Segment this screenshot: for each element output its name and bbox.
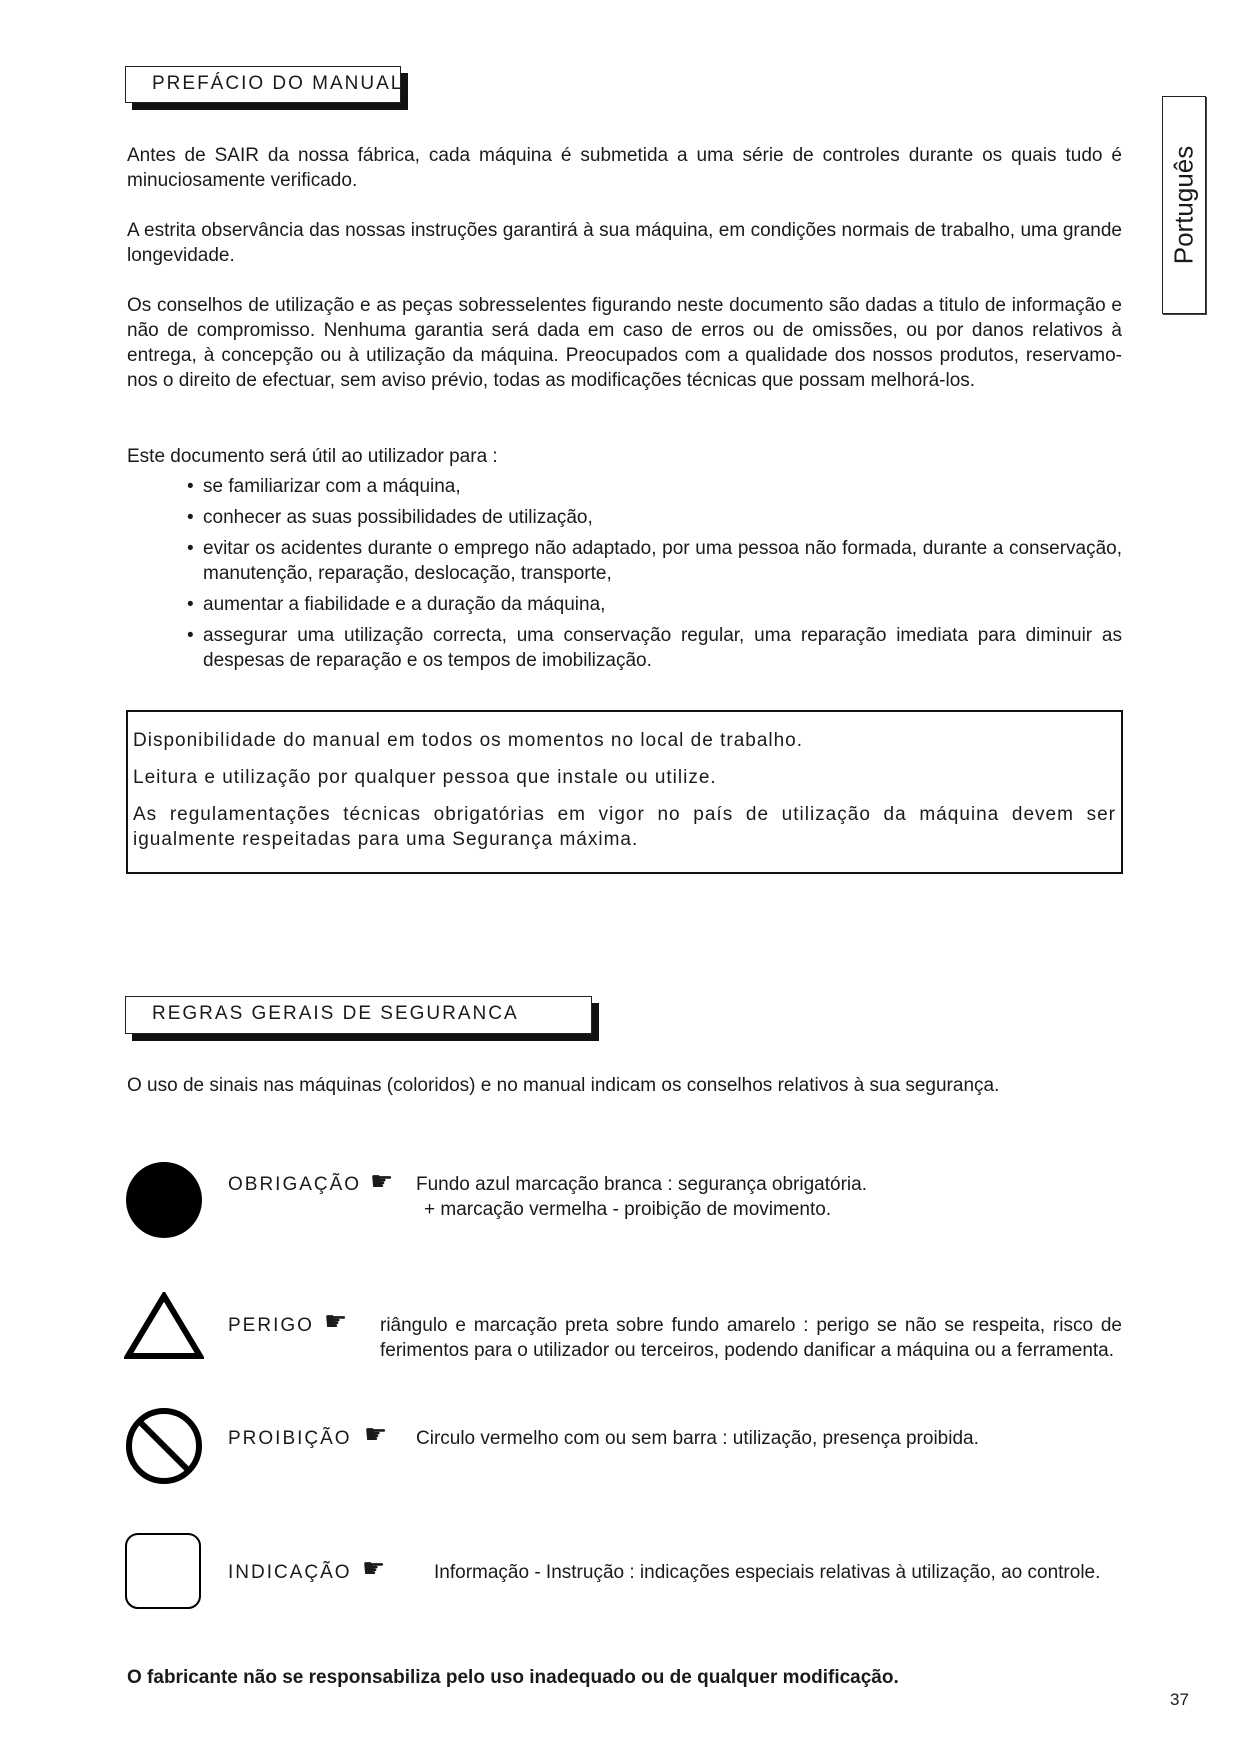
mandatory-circle-icon bbox=[124, 1160, 204, 1240]
information-square-icon bbox=[124, 1532, 204, 1612]
preface-paragraph-4: Este documento será útil ao utilizador para : bbox=[127, 446, 498, 467]
preface-paragraph-3: Os conselhos de utilização e as peças sobresselentes figurando neste documento são dadas a titulo de informação e não de compromisso. Nenhuma garantia será dada em caso de erros ou de omissões, ou por danos relativos à entrega, à concepção ou à utilização da máquina. Preocupados com a qualidade dos nossos produtos, reservamo-nos o direito de efectuar, sem aviso prévio, todas as modificações técnicas que possam melhorá-los. bbox=[127, 295, 1122, 391]
pointing-hand-icon: ☛ bbox=[364, 1419, 388, 1449]
obrigacao-label: OBRIGAÇÃO bbox=[228, 1174, 362, 1195]
safety-intro: O uso de sinais nas máquinas (coloridos) e no manual indicam os conselhos relativos à sua segurança. bbox=[127, 1075, 1000, 1096]
safety-heading bbox=[125, 996, 592, 1034]
indicacao-label: INDICAÇÃO bbox=[228, 1562, 352, 1583]
notice-line-3: As regulamentações técnicas obrigatórias em vigor no país de utilização da máquina devem ser igualmente respeitadas para uma Segurança máxima. bbox=[133, 804, 1116, 850]
pointing-hand-icon: ☛ bbox=[324, 1306, 348, 1336]
perigo-label: PERIGO bbox=[228, 1315, 314, 1336]
indicacao-text: Informação - Instrução : indicações especiais relativas à utilização, ao controle. bbox=[434, 1562, 1101, 1583]
proibicao-label: PROIBIÇÃO bbox=[228, 1428, 352, 1449]
pointing-hand-icon: ☛ bbox=[362, 1553, 386, 1583]
preface-paragraph-2: A estrita observância das nossas instruções garantirá à sua máquina, em condições normais de trabalho, uma grande longevidade. bbox=[127, 220, 1122, 266]
bullet-item: • evitar os acidentes durante o emprego não adaptado, por uma pessoa não formada, durante a conservação, manutenção, reparação, deslocação, transporte, bbox=[187, 536, 1122, 586]
obrigacao-text: Fundo azul marcação branca : segurança obrigatória. bbox=[416, 1174, 867, 1195]
language-tab bbox=[1162, 96, 1206, 314]
preface-bullet-list bbox=[187, 474, 1122, 679]
bullet-item: • conhecer as suas possibilidades de utilização, bbox=[187, 505, 1122, 530]
notice-box bbox=[126, 710, 1123, 874]
notice-line-1: Disponibilidade do manual em todos os momentos no local de trabalho. bbox=[133, 730, 804, 751]
bullet-item: • se familiarizar com a máquina, bbox=[187, 474, 1122, 499]
notice-line-2: Leitura e utilização por qualquer pessoa que instale ou utilize. bbox=[133, 767, 717, 788]
proibicao-text: Circulo vermelho com ou sem barra : utilização, presença proibida. bbox=[416, 1428, 979, 1449]
disclaimer-text: O fabricante não se responsabiliza pelo uso inadequado ou de qualquer modificação. bbox=[127, 1667, 899, 1688]
bullet-item: • aumentar a fiabilidade e a duração da máquina, bbox=[187, 592, 1122, 617]
perigo-text: riângulo e marcação preta sobre fundo amarelo : perigo se não se respeita, risco de ferimentos para o utilizador ou terceiros, podendo danificar a máquina ou a ferramenta. bbox=[380, 1315, 1122, 1361]
bullet-item: • assegurar uma utilização correcta, uma conservação regular, uma reparação imediata para diminuir as despesas de reparação e os tempos de imobilização. bbox=[187, 623, 1122, 673]
warning-triangle-icon bbox=[124, 1292, 204, 1360]
language-tab-label: Português bbox=[1168, 145, 1199, 265]
obrigacao-text-2: + marcação vermelha - proibição de movimento. bbox=[424, 1199, 832, 1220]
preface-heading-text: PREFÁCIO DO MANUAL bbox=[152, 73, 404, 94]
pointing-hand-icon: ☛ bbox=[370, 1166, 394, 1196]
preface-paragraph-1: Antes de SAIR da nossa fábrica, cada máquina é submetida a uma série de controles durante os quais tudo é minuciosamente verificado. bbox=[127, 145, 1122, 191]
safety-heading-text: REGRAS GERAIS DE SEGURANCA bbox=[152, 1003, 519, 1024]
page-number: 37 bbox=[1170, 1690, 1189, 1709]
prohibition-circle-icon bbox=[124, 1406, 204, 1486]
preface-heading bbox=[125, 66, 404, 103]
